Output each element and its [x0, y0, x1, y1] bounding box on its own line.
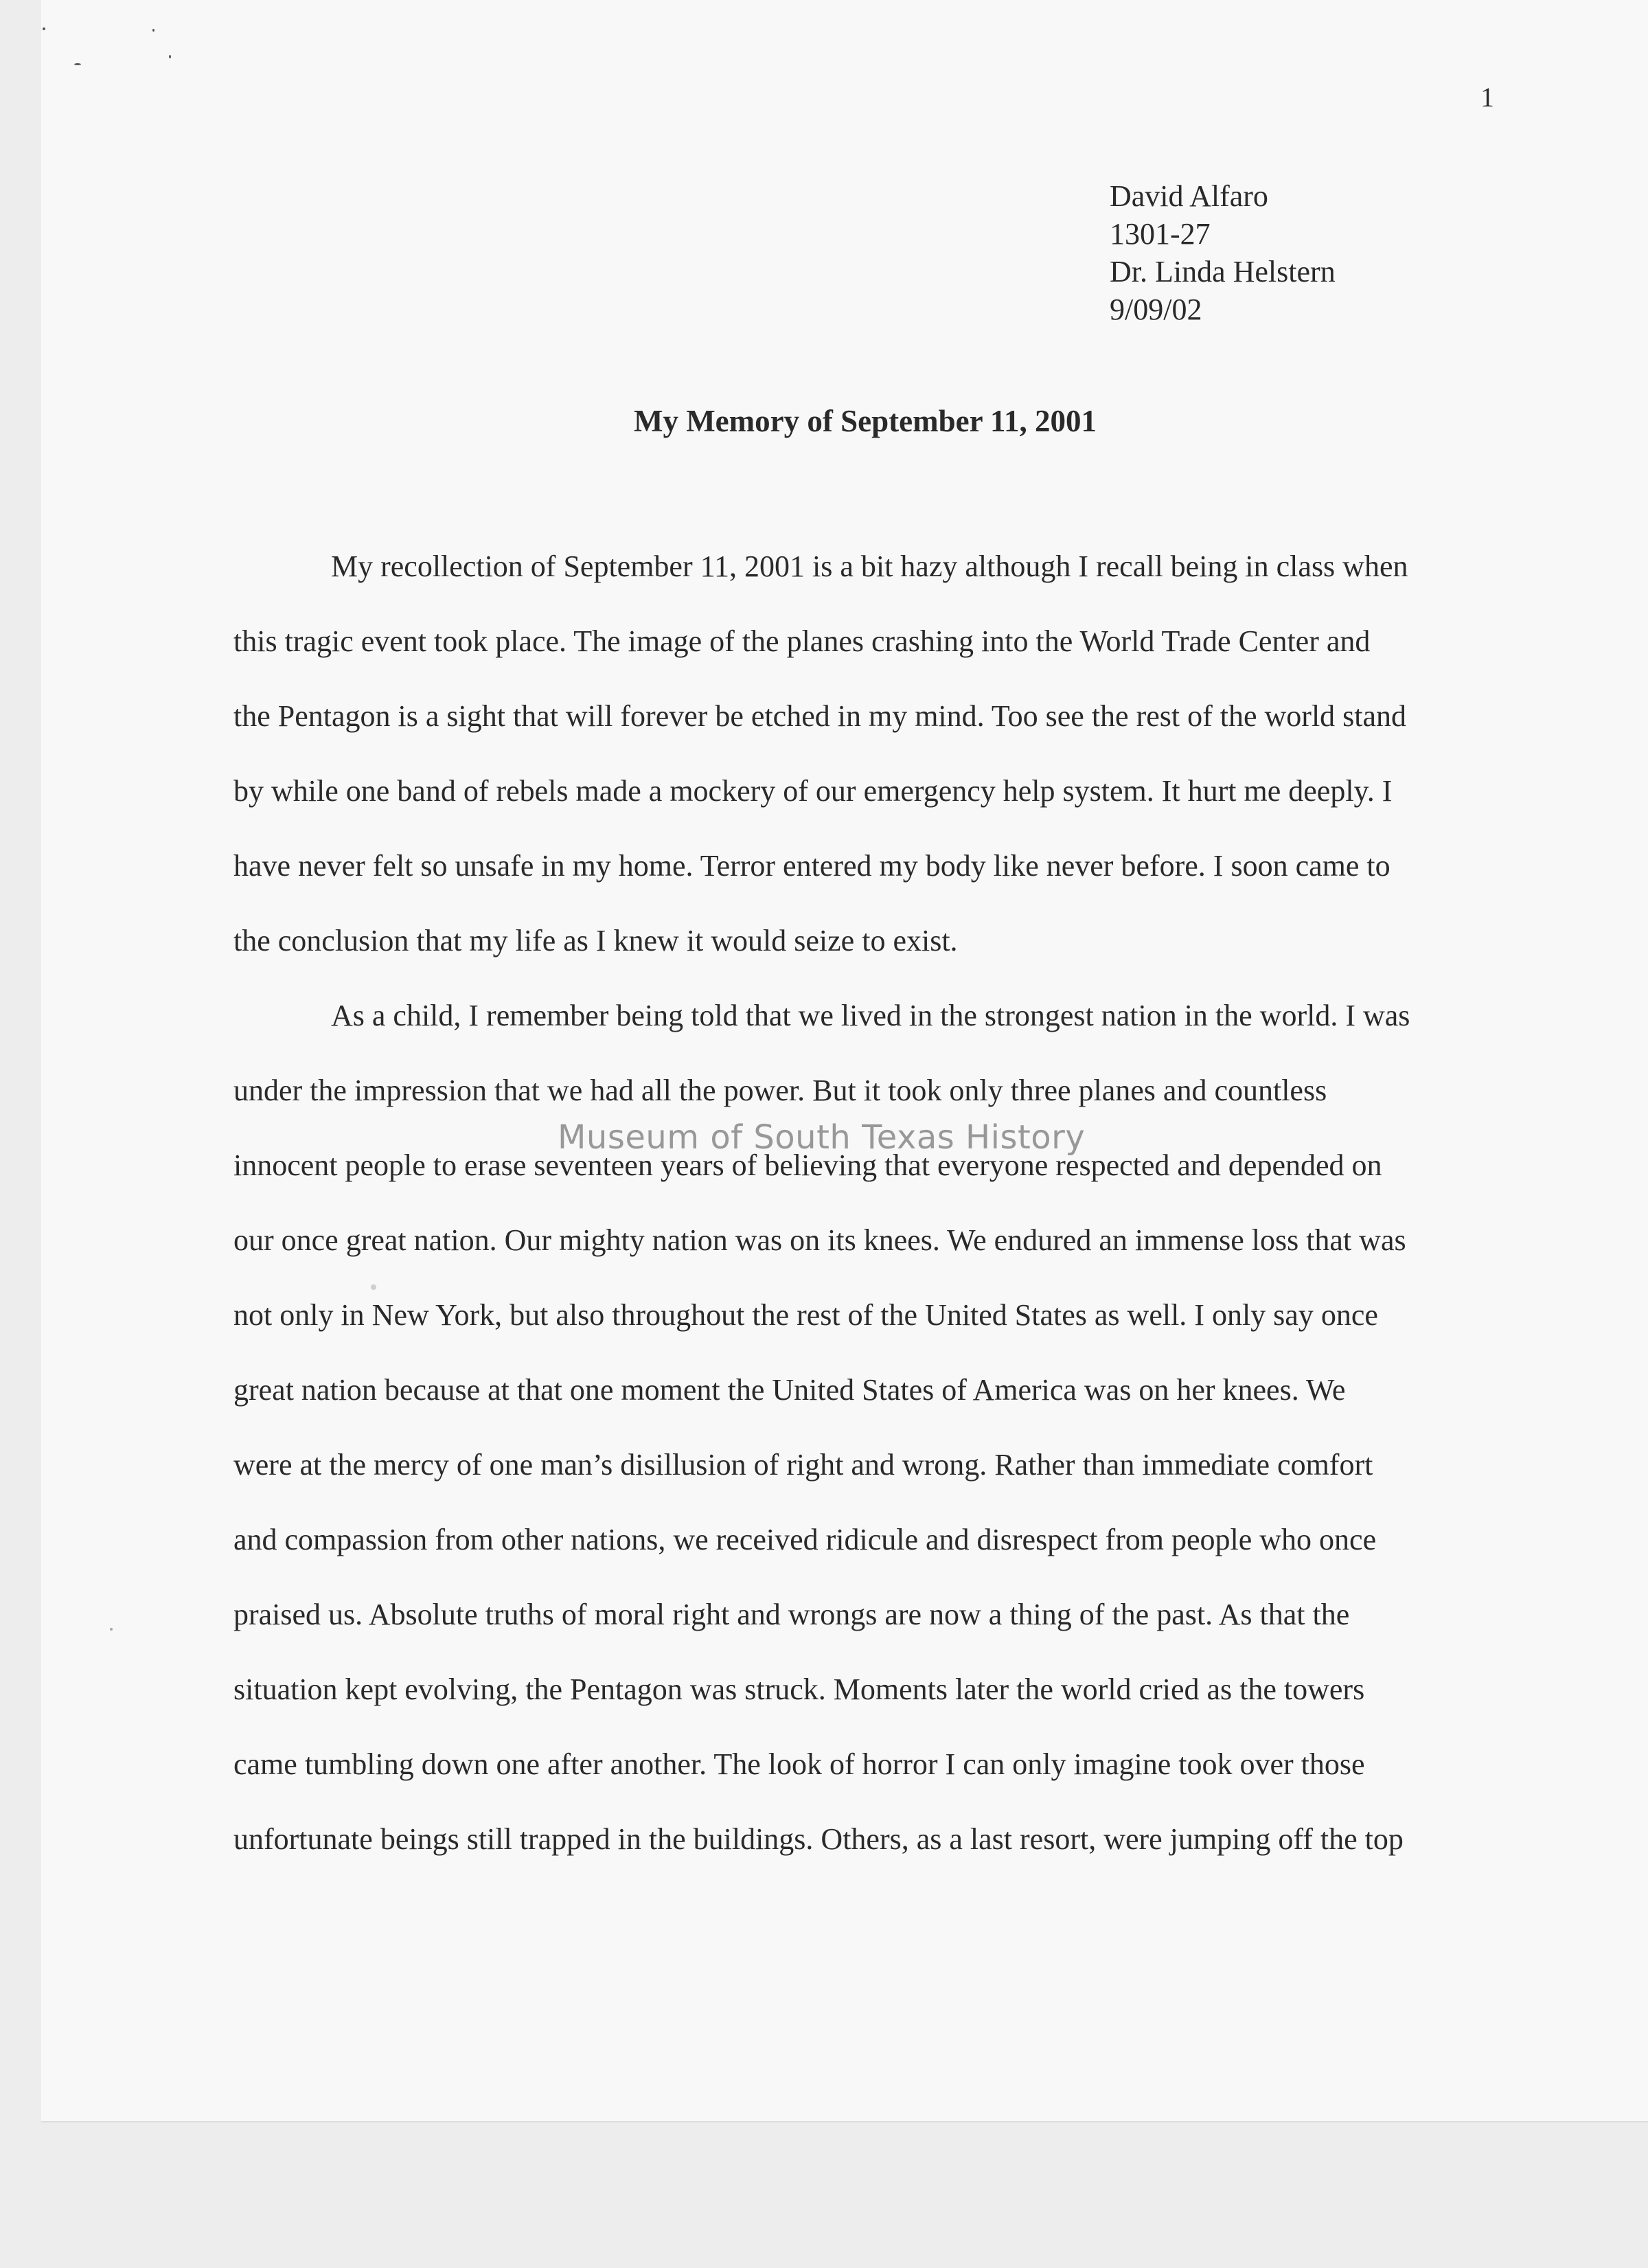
- body-line: As a child, I remember being told that we lived in the strongest nation in the world. I was: [331, 999, 1410, 1032]
- body-line: this tragic event took place. The image of the planes crashing into the World Trade Center and: [233, 624, 1371, 658]
- body-line: and compassion from other nations, we received ridicule and disrespect from people who once: [233, 1523, 1377, 1556]
- dust-speck: [43, 27, 45, 30]
- dust-speck: [169, 55, 171, 58]
- body-line: have never felt so unsafe in my home. Terror entered my body like never before. I soon came to: [233, 849, 1390, 883]
- essay-body: [233, 543, 1497, 1890]
- body-line: praised us. Absolute truths of moral right and wrongs are now a thing of the past. As that the: [233, 1598, 1350, 1631]
- museum-watermark: Museum of South Texas History: [558, 1118, 1086, 1157]
- body-line: the Pentagon is a sight that will forever be etched in my mind. Too see the rest of the world stand: [233, 699, 1407, 733]
- body-line: came tumbling down one after another. The look of horror I can only imagine took over those: [233, 1747, 1365, 1781]
- body-line: My recollection of September 11, 2001 is a bit hazy although I recall being in class when: [331, 549, 1408, 583]
- page-number: 1: [1480, 82, 1494, 113]
- body-line: unfortunate beings still trapped in the buildings. Others, as a last resort, were jumping off the top: [233, 1822, 1404, 1856]
- body-line: not only in New York, but also throughout the rest of the United States as well. I only say once: [233, 1298, 1378, 1332]
- course-number: 1301-27: [1110, 217, 1211, 251]
- body-line: innocent people to erase seventeen years of believing that everyone respected and depended on: [233, 1148, 1382, 1182]
- essay-title: My Memory of September 11, 2001: [633, 404, 1097, 438]
- body-line: by while one band of rebels made a mockery of our emergency help system. It hurt me deeply. I: [233, 774, 1393, 808]
- body-line: great nation because at that one moment the United States of America was on her knees. We: [233, 1373, 1346, 1407]
- body-line: were at the mercy of one man’s disillusion of right and wrong. Rather than immediate comfort: [233, 1448, 1373, 1482]
- body-line: our once great nation. Our mighty nation was on its knees. We endured an immense loss that was: [233, 1223, 1406, 1257]
- dust-speck: [74, 63, 81, 65]
- body-line: situation kept evolving, the Pentagon was struck. Moments later the world cried as the towers: [233, 1672, 1365, 1706]
- author-name: David Alfaro: [1110, 179, 1268, 213]
- header-block: [1110, 177, 1336, 328]
- dust-speck: [152, 29, 154, 32]
- dust-speck: [110, 1628, 113, 1631]
- body-line: the conclusion that my life as I knew it would seize to exist.: [233, 924, 958, 957]
- body-line: under the impression that we had all the power. But it took only three planes and countless: [233, 1074, 1327, 1107]
- essay-date: 9/09/02: [1110, 293, 1202, 326]
- instructor-name: Dr. Linda Helstern: [1110, 255, 1336, 288]
